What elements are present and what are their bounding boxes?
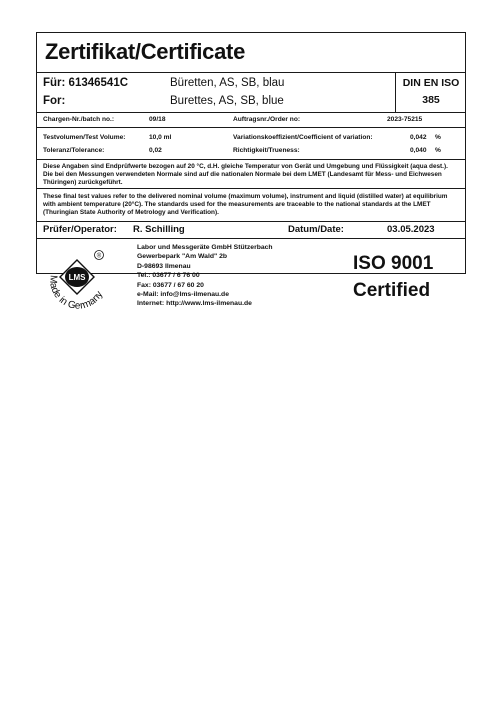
company-internet: Internet: http://www.lms-ilmenau.de	[137, 300, 252, 308]
note-en: These final test values refer to the delivered nominal volume (maximum volume), instrument and liquid (distilled water) at equilibrium with ambient temperature (20°C). The standards used for the measurements are traceable to the national standards at the LMET (Thuringian State Authority of Metrology and Verification).	[43, 193, 448, 216]
date-value: 03.05.2023	[387, 224, 435, 235]
product-for-label: For:	[43, 95, 66, 107]
company-fax: Fax: 03677 / 67 60 20	[137, 281, 204, 289]
order-value: 2023-75215	[387, 116, 423, 123]
operator-row	[37, 222, 465, 239]
test-volume-label: Testvolumen/Test Volume:	[43, 134, 126, 141]
trueness-value: 0,040	[410, 147, 427, 154]
operator-label: Prüfer/Operator:	[43, 224, 117, 235]
lms-logo	[47, 245, 113, 315]
batch-value: 09/18	[149, 116, 166, 123]
trueness-unit: %	[435, 147, 441, 154]
product-row	[37, 73, 465, 113]
product-name-en: Burettes, AS, SB, blue	[170, 95, 284, 107]
logo-mark-text: LMS	[68, 273, 86, 282]
company-line3: D-98693 Ilmenau	[137, 262, 191, 270]
product-name-de: Büretten, AS, SB, blau	[170, 77, 285, 89]
title-row	[37, 33, 465, 73]
batch-label: Chargen-Nr./batch no.:	[43, 116, 115, 123]
tolerance-label: Toleranz/Tolerance:	[43, 147, 105, 154]
registered-mark: ®	[96, 253, 102, 260]
tolerance-value: 0,02	[149, 147, 162, 154]
company-section	[37, 239, 465, 312]
certificate-box	[36, 32, 466, 312]
date-label: Datum/Date:	[288, 224, 344, 235]
company-address	[137, 243, 317, 309]
measurement-row	[37, 128, 465, 160]
certificate-title: Zertifikat/Certificate	[45, 39, 246, 64]
batch-row	[37, 113, 465, 128]
cv-label: Variationskoeffizient/Coefficient of variation:	[233, 134, 373, 141]
iso-line1: ISO 9001	[353, 253, 434, 274]
product-number: Für: 61346541C	[43, 77, 129, 89]
order-label: Auftragsnr./Order no:	[233, 116, 301, 123]
made-in-germany-text: Made in Germany	[47, 274, 106, 312]
company-tel: Tel.: 03677 / 6 76 00	[137, 272, 200, 280]
company-line2: Gewerbepark "Am Wald" 2b	[137, 253, 228, 261]
operator-name: R. Schilling	[133, 224, 185, 235]
test-volume-value: 10,0 ml	[149, 134, 172, 141]
trueness-label: Richtigkeit/Trueness:	[233, 147, 300, 154]
cv-unit: %	[435, 134, 441, 141]
company-email: e-Mail: info@lms-ilmenau.de	[137, 291, 229, 299]
note-de: Diese Angaben sind Endprüfwerte bezogen auf 20 °C, d.H. gleiche Temperatur von Gerät und Umgebung und Flüssigkeit (aqua dest.). Die bei den Messungen verwendeten Normale sind auf die nationalen Normale bei dem LMET (Landesamt für Mess- und Eichwesen Thüringen) zurückgeführt.	[43, 163, 448, 186]
iso-line2: Certified	[353, 280, 431, 301]
standard-line1: DIN EN ISO	[402, 77, 460, 89]
standard-line2: 385	[422, 94, 440, 106]
note-de-row	[37, 160, 465, 189]
note-en-row	[37, 189, 465, 222]
cv-value: 0,042	[410, 134, 427, 141]
company-line1: Labor und Messgeräte GmbH Stützerbach	[137, 244, 273, 251]
